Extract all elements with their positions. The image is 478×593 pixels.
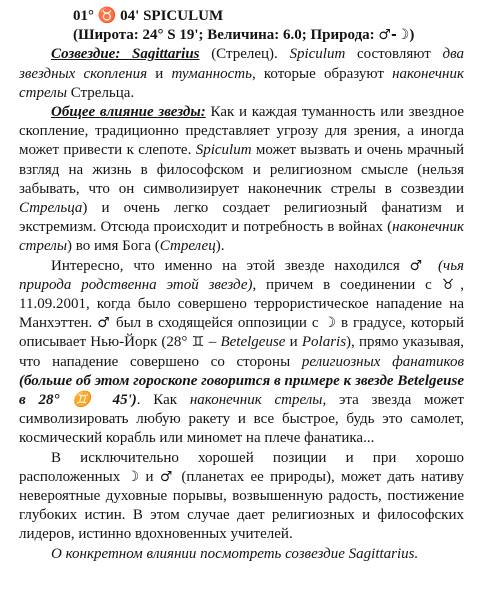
italic-phrase: Стрелец [159, 238, 216, 255]
text-span: (планетах ее природы), может дать нативу невероятные духовные порывы, возвышенную радость, постижение глубоких истин. В этом случае дает религиозных и философских лидеров, истинно вдохновенных учителей. [19, 468, 464, 543]
text-span: состовляют [345, 46, 443, 63]
star-coordinates [73, 26, 464, 45]
italic-phrase: наконечник стрелы [19, 219, 464, 255]
italic-phrase: (чья природа родственна этой звезде) [19, 257, 464, 293]
moon-symbol: ☽ [126, 468, 140, 485]
text-span: в градусе, который описывает Нью-Йорк (28° [19, 315, 464, 351]
text-span: (Стрелец). [199, 46, 290, 63]
horoscope-note: (больше об этом гороскопе говорится в примере к звезде Betelgeuse в 28° ♊ 45') [19, 372, 464, 409]
text-span: , причем в соединении с [252, 276, 442, 293]
italic-phrase: религиозных фанатиков [301, 353, 464, 370]
gemini-symbol: ♊ [191, 334, 205, 351]
star-title-text: 01° ♉ 04' SPICULUM [73, 8, 224, 24]
coordinates-text: (Широта: 24° S 19'; Величина: 6.0; Природа: [73, 27, 379, 44]
general-influence-label: Общее влияние звезды: [51, 104, 206, 121]
star-name: Spiculum [195, 142, 252, 159]
mars-symbol: ♂ [409, 257, 429, 274]
text-span: , эта звезда может символизировать любую ракету и все быстрое, будь это самолет, космический корабль или миномет на плече фанатика... [19, 392, 464, 447]
text-span: – [204, 334, 221, 351]
text-span: . Как [136, 392, 190, 409]
text-span: ), прямо указывая, что нападение совершено со стороны [19, 334, 464, 370]
star-title [73, 7, 464, 26]
mars-symbol: ♂ [159, 468, 176, 485]
document-page [19, 7, 464, 564]
general-influence-paragraph [19, 103, 464, 257]
italic-phrase: туманность [171, 65, 252, 82]
moon-symbol: ☽ [323, 315, 337, 332]
mars-symbol: ♂ [97, 315, 112, 332]
constellation-paragraph [19, 45, 464, 103]
italic-phrase: два звездных скопления [19, 46, 464, 82]
text-span: ) во имя Бога ( [66, 238, 160, 255]
text-span: , которые образуют [251, 65, 393, 82]
nature-symbols: ♂-☽ [378, 27, 410, 44]
text-span: , 11.09.2001, когда было совершено террористическое нападение на Манхэттен. [19, 276, 464, 332]
good-position-paragraph [19, 449, 464, 545]
text-span: и [147, 65, 172, 82]
text-span: ) и очень легко создает религиозный фанатизм и экстремизм. Отсюда происходит и потребность в войнах ( [19, 200, 464, 236]
text-span: и [139, 468, 160, 485]
text-span: Как и каждая туманность или звездное скопление, традиционно представляет угрозу для зрения, а иногда может привести к слепоте. [19, 104, 464, 159]
text-span: Интересно, что именно на этой звезде находился [51, 257, 410, 274]
italic-phrase: наконечник стрелы [19, 65, 464, 101]
star-name: Polaris [301, 334, 347, 351]
italic-phrase: Стрельца [19, 200, 83, 217]
text-span: ). [215, 238, 225, 255]
coordinates-close: ) [409, 27, 415, 44]
text-span: может вызвать и очень мрачный взгляд на жизнь в философском и религиозном смысле (нельзя забывать, что он символизирует наконечник стрелы в созвездии [19, 142, 464, 197]
manhattan-paragraph [19, 257, 464, 449]
reference-note: О конкретном влиянии посмотреть созвездие Sagittarius. [51, 545, 419, 562]
taurus-symbol: ♉ [441, 276, 461, 293]
text-span: был в сходящейся оппозиции с [111, 315, 324, 332]
italic-phrase: наконечник стрелы [189, 392, 323, 409]
text-span: В исключительно хорошей позиции и при хорошо расположенных [19, 449, 464, 485]
text-span: Стрельца. [66, 84, 135, 101]
text-span: и [285, 334, 302, 351]
star-name: Spiculum [289, 46, 346, 63]
star-name: Betelgeuse [220, 334, 286, 351]
constellation-label: Созвездие: Sagittarius [51, 46, 200, 63]
see-constellation-note [19, 545, 464, 564]
